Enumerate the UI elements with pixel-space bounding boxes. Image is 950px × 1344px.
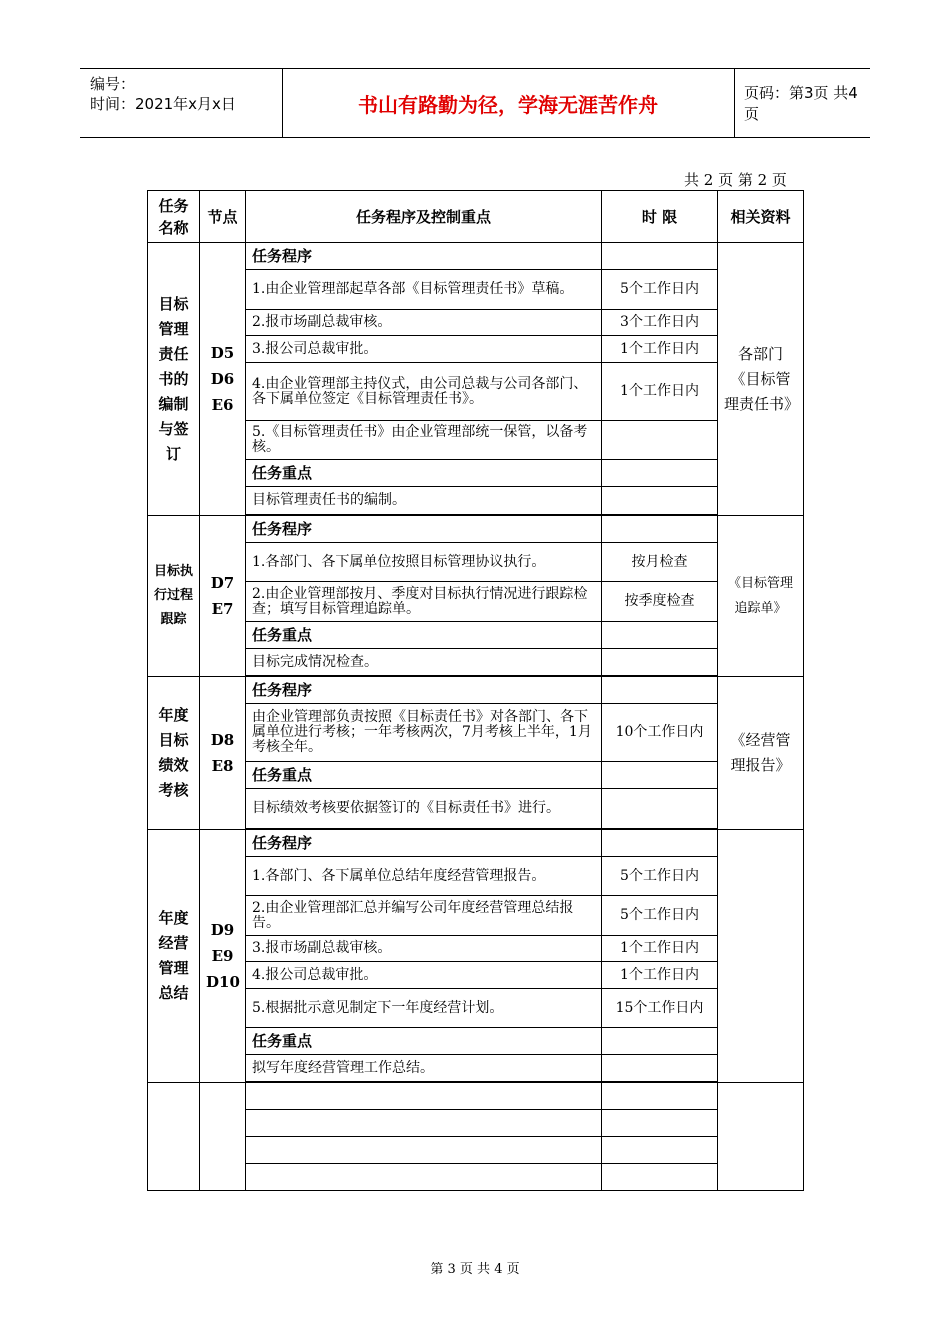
step-time-limit: 1个工作日内 — [602, 962, 718, 989]
step-time-limit: 按月检查 — [602, 543, 718, 582]
step-text: 2.报市场副总裁审核。 — [246, 310, 602, 336]
section-focus-label: 任务重点 — [246, 460, 602, 487]
task-name: 年度目标绩效考核 — [148, 677, 200, 830]
date-label: 时间：2021年x月x日 — [90, 95, 236, 113]
table-row — [148, 622, 804, 649]
section-procedure-label: 任务程序 — [246, 243, 602, 270]
table-row — [148, 962, 804, 989]
table-row — [148, 460, 804, 487]
header-page-info: 页码：第3页 共4页 — [744, 84, 858, 123]
table-row — [148, 270, 804, 310]
step-time-limit: 1个工作日内 — [602, 363, 718, 421]
table-row — [148, 421, 804, 460]
step-text: 1.各部门、各下属单位按照目标管理协议执行。 — [246, 543, 602, 582]
task-name: 目标管理责任书的编制与签订 — [148, 243, 200, 516]
table-row — [148, 649, 804, 676]
header-time-limit: 时 限 — [602, 191, 718, 243]
table-row — [148, 704, 804, 762]
table-row — [148, 936, 804, 962]
step-text: 1.由企业管理部起草各部《目标管理责任书》草稿。 — [246, 270, 602, 310]
step-text: 4.报公司总裁审批。 — [246, 962, 602, 989]
header-procedure: 任务程序及控制重点 — [246, 191, 602, 243]
header-task-name: 任务名称 — [148, 191, 200, 243]
task-nodes: D5 D6 E6 — [200, 243, 246, 516]
page-footer: 第 3 页 共 4 页 — [430, 1262, 520, 1277]
table-row — [148, 487, 804, 515]
table-row — [148, 989, 804, 1028]
section-focus-label: 任务重点 — [246, 1028, 602, 1055]
step-text: 由企业管理部负责按照《目标责任书》对各部门、各下属单位进行考核；一年考核两次，7月考核上半年，1月考核全年。 — [246, 704, 602, 762]
section-procedure-label: 任务程序 — [246, 516, 602, 543]
task-nodes: D9 E9 D10 — [200, 830, 246, 1083]
focus-text: 拟写年度经营管理工作总结。 — [246, 1055, 602, 1082]
task-name: 目标执行过程跟踪 — [148, 516, 200, 677]
table-row — [148, 336, 804, 363]
empty-row — [148, 1110, 804, 1137]
focus-text: 目标完成情况检查。 — [246, 649, 602, 676]
related-docs: 《目标管理追踪单》 — [718, 516, 804, 677]
focus-text: 目标绩效考核要依据签订的《目标责任书》进行。 — [246, 789, 602, 829]
step-time-limit: 5个工作日内 — [602, 270, 718, 310]
section-focus-label: 任务重点 — [246, 762, 602, 789]
table-header-row — [148, 191, 804, 243]
step-text: 1.各部门、各下属单位总结年度经营管理报告。 — [246, 857, 602, 896]
step-text: 2.由企业管理部按月、季度对目标执行情况进行跟踪检查；填写目标管理追踪单。 — [246, 582, 602, 622]
table-row — [148, 896, 804, 936]
header-related-docs: 相关资料 — [718, 191, 804, 243]
empty-row — [148, 1164, 804, 1191]
table-row — [148, 1055, 804, 1082]
table-row — [148, 543, 804, 582]
table-row — [148, 582, 804, 622]
step-text: 3.报市场副总裁审核。 — [246, 936, 602, 962]
task-name: 年度经营管理总结 — [148, 830, 200, 1083]
focus-text: 目标管理责任书的编制。 — [246, 487, 602, 515]
header-slogan: 书山有路勤为径，学海无涯苦作舟 — [282, 69, 735, 137]
table-row — [148, 762, 804, 789]
table-row — [148, 677, 804, 704]
page-header — [80, 68, 870, 138]
table-row — [148, 1028, 804, 1055]
related-docs: 各部门《目标管理责任书》 — [718, 243, 804, 516]
step-time-limit: 1个工作日内 — [602, 336, 718, 363]
table-row — [148, 857, 804, 896]
table-row — [148, 363, 804, 421]
table-row — [148, 310, 804, 336]
step-time-limit: 5个工作日内 — [602, 896, 718, 936]
section-procedure-label: 任务程序 — [246, 830, 602, 857]
table-row — [148, 516, 804, 543]
step-time-limit: 1个工作日内 — [602, 936, 718, 962]
header-meta — [80, 69, 283, 137]
table-row — [148, 243, 804, 270]
step-time-limit: 10个工作日内 — [602, 704, 718, 762]
step-text: 5.根据批示意见制定下一年度经营计划。 — [246, 989, 602, 1028]
step-time-limit — [602, 421, 718, 460]
section-procedure-label: 任务程序 — [246, 677, 602, 704]
table-row — [148, 789, 804, 829]
section-focus-label: 任务重点 — [246, 622, 602, 649]
serial-label: 编号： — [90, 75, 136, 93]
step-text: 2.由企业管理部汇总并编写公司年度经营管理总结报告。 — [246, 896, 602, 936]
related-docs — [718, 830, 804, 1083]
step-time-limit: 3个工作日内 — [602, 310, 718, 336]
task-nodes: D7 E7 — [200, 516, 246, 677]
empty-row — [148, 1083, 804, 1110]
task-table — [147, 190, 804, 1191]
header-node: 节点 — [200, 191, 246, 243]
step-time-limit: 15个工作日内 — [602, 989, 718, 1028]
page-count: 共 2 页 第 2 页 — [684, 171, 787, 189]
table-row — [148, 830, 804, 857]
step-time-limit: 5个工作日内 — [602, 857, 718, 896]
empty-row — [148, 1137, 804, 1164]
step-text: 3.报公司总裁审批。 — [246, 336, 602, 363]
task-nodes: D8 E8 — [200, 677, 246, 830]
related-docs: 《经营管理报告》 — [718, 677, 804, 830]
step-text: 4.由企业管理部主持仪式，由公司总裁与公司各部门、各下属单位签定《目标管理责任书》。 — [246, 363, 602, 421]
step-text: 5.《目标管理责任书》由企业管理部统一保管，以备考核。 — [246, 421, 602, 460]
step-time-limit: 按季度检查 — [602, 582, 718, 622]
